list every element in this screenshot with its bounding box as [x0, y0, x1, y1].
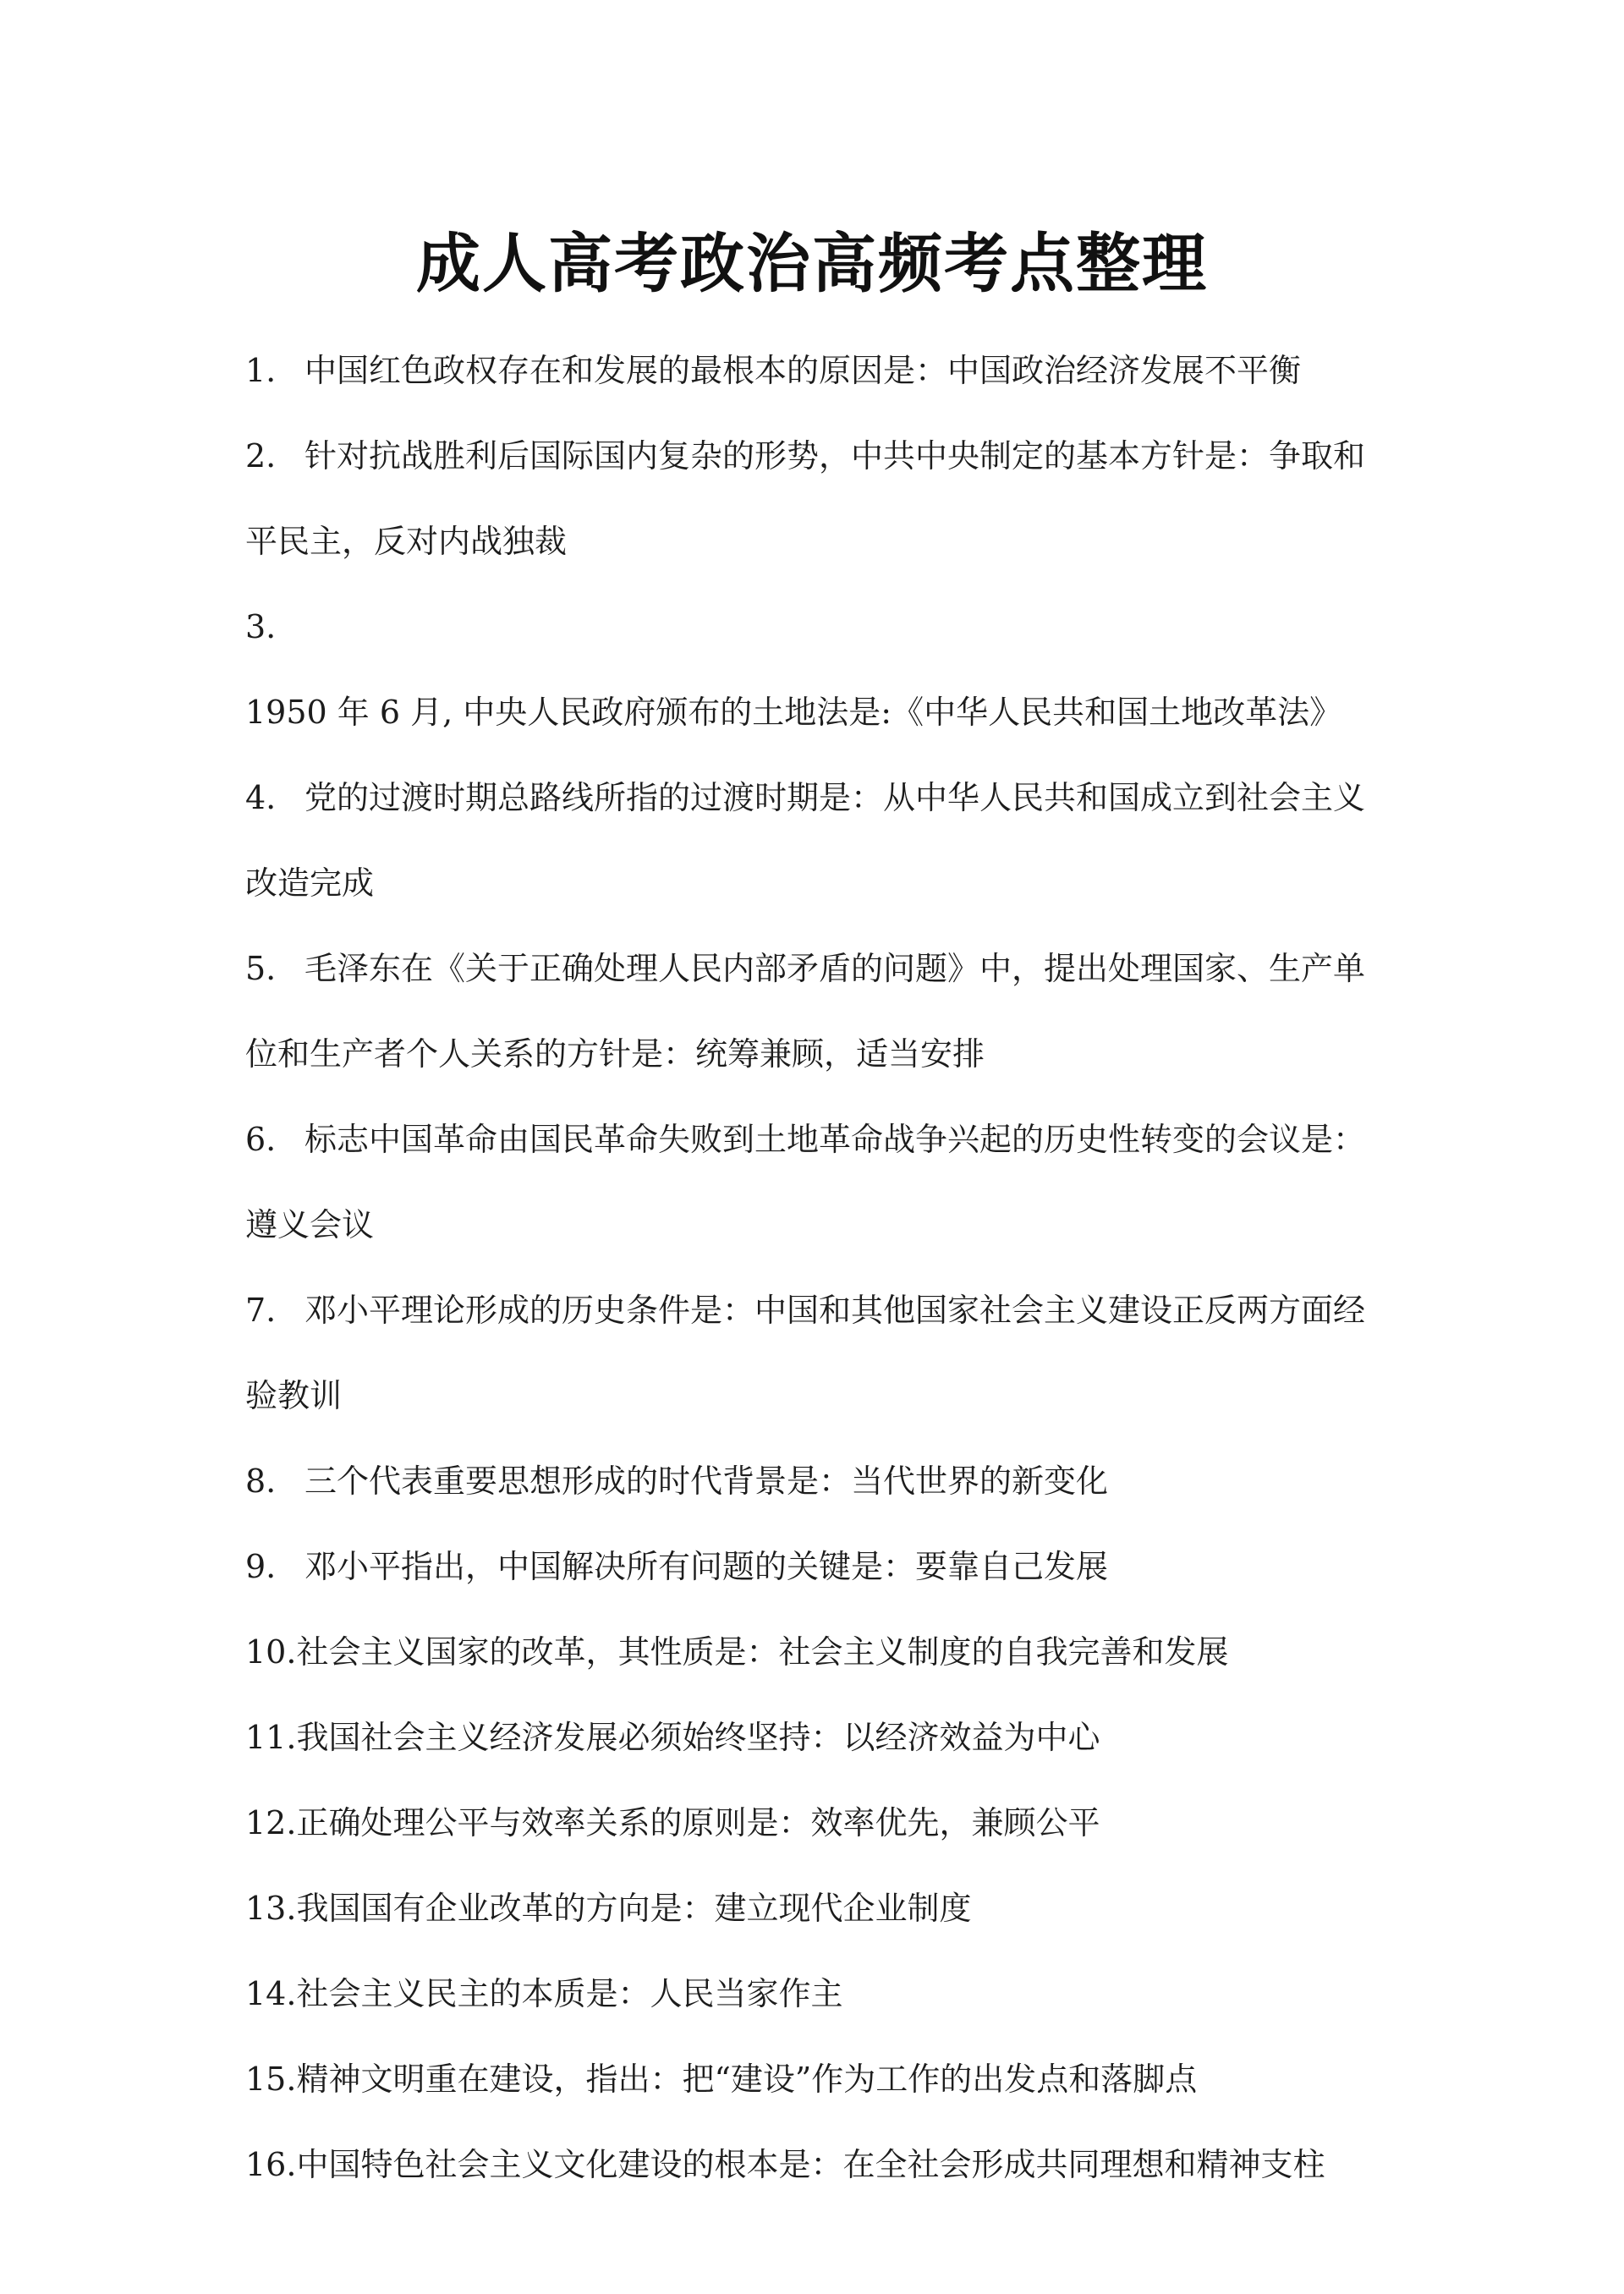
- list-item: [245, 2122, 1387, 2208]
- item-number: 11.: [245, 1719, 297, 1756]
- item-number: 5.: [245, 950, 277, 987]
- item-number: 12.: [245, 1804, 297, 1841]
- item-number: 7.: [245, 1292, 277, 1329]
- list-item: [245, 1695, 1387, 1781]
- item-number: 9.: [245, 1548, 277, 1585]
- list-item: [245, 1866, 1387, 1951]
- item-text: 毛泽东在《关于正确处理人民内部矛盾的问题》中，提出处理国家、生产单位和生产者个人关系的方针是：统筹兼顾，适当安排: [245, 950, 1366, 1073]
- item-text: 党的过渡时期总路线所指的过渡时期是：从中华人民共和国成立到社会主义改造完成: [245, 779, 1366, 902]
- item-number: 15.: [245, 2061, 297, 2098]
- item-text: 社会主义国家的改革，其性质是：社会主义制度的自我完善和发展: [296, 1633, 1229, 1671]
- list-item: [245, 1951, 1387, 2037]
- item-text: 精神文明重在建设，指出：把“建设”作为工作的出发点和落脚点: [296, 2061, 1198, 2098]
- item-number: 10.: [245, 1633, 297, 1671]
- list-item: [245, 1268, 1387, 1439]
- item-text: 1950 年 6 月, 中央人民政府颁布的土地法是:《中华人民共和国土地改革法》: [245, 694, 1342, 731]
- item-text: 三个代表重要思想形成的时代背景是：当代世界的新变化: [304, 1463, 1109, 1500]
- point-list: [245, 328, 1387, 2208]
- list-item: [245, 1439, 1387, 1524]
- item-number: 1.: [245, 352, 277, 389]
- item-number: 14.: [245, 1975, 297, 2012]
- item-text: 中国红色政权存在和发展的最根本的原因是：中国政治经济发展不平衡: [304, 352, 1302, 389]
- item-text: 针对抗战胜利后国际国内复杂的形势，中共中央制定的基本方针是：争取和平民主，反对内战独裁: [245, 437, 1366, 560]
- item-text: 正确处理公平与效率关系的原则是：效率优先，兼顾公平: [296, 1804, 1100, 1841]
- list-item: [245, 1781, 1387, 1866]
- list-item: [245, 1524, 1387, 1610]
- item-text: 标志中国革命由国民革命失败到土地革命战争兴起的历史性转变的会议是：遵义会议: [245, 1121, 1366, 1243]
- item-number: 2.: [245, 437, 277, 475]
- list-item: [245, 1097, 1387, 1268]
- item-number: 8.: [245, 1463, 277, 1500]
- list-item: [245, 1610, 1387, 1695]
- item-text: 我国国有企业改革的方向是：建立现代企业制度: [296, 1890, 972, 1927]
- list-item: [245, 926, 1387, 1097]
- item-text: 邓小平指出，中国解决所有问题的关键是：要靠自己发展: [304, 1548, 1109, 1585]
- list-item: [245, 755, 1387, 926]
- item-number: 13.: [245, 1890, 297, 1927]
- list-item: [245, 414, 1387, 584]
- item-text: 邓小平理论形成的历史条件是：中国和其他国家社会主义建设正反两方面经验教训: [245, 1292, 1366, 1414]
- list-item: [245, 584, 1387, 755]
- item-text: 我国社会主义经济发展必须始终坚持：以经济效益为中心: [296, 1719, 1100, 1756]
- list-item: [245, 328, 1387, 414]
- item-number: 3.: [245, 608, 277, 645]
- item-number: 6.: [245, 1121, 277, 1158]
- item-text: 中国特色社会主义文化建设的根本是：在全社会形成共同理想和精神支柱: [296, 2146, 1325, 2183]
- item-text: 社会主义民主的本质是：人民当家作主: [296, 1975, 843, 2012]
- document-title: 成人高考政治高频考点整理: [416, 226, 1208, 301]
- list-item: [245, 2037, 1387, 2122]
- item-number: 16.: [245, 2146, 297, 2183]
- item-number: 4.: [245, 779, 277, 816]
